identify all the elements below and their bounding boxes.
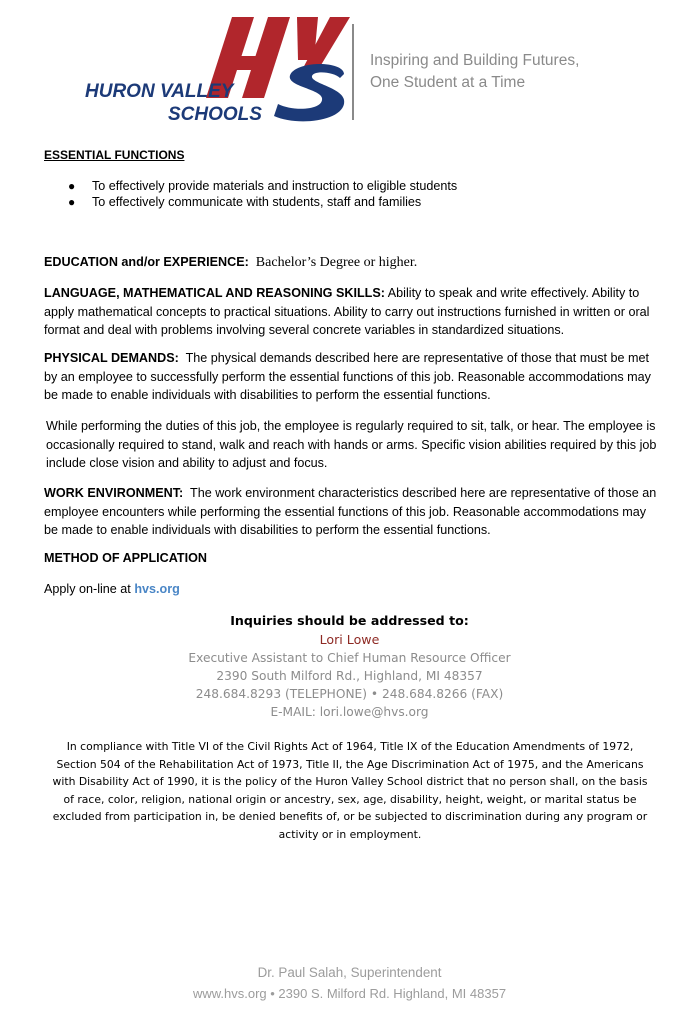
tagline-line-1: Inspiring and Building Futures, bbox=[370, 52, 580, 69]
apply-online-line bbox=[44, 580, 662, 599]
language-skills-section bbox=[44, 284, 662, 340]
physical-demands-duties: While performing the duties of this job, the employee is regularly required to sit, talk, or hear. The employee is occasionally required to stand, walk and reach with hands or arms. Specific vision abilities required by this job include close vision and ability to adjust and focus. bbox=[46, 419, 657, 471]
logo-s-mark bbox=[274, 64, 344, 121]
bullet-icon: ● bbox=[68, 179, 76, 193]
contact-email[interactable]: E-MAIL: lori.lowe@hvs.org bbox=[270, 705, 429, 719]
language-skills-text: Ability to speak and write effectively. Ability to apply mathematical concepts to practical situations. Ability to carry out instructions furnished in written or oral format and deal with problems involving several concrete variables in standardized situations. bbox=[44, 286, 650, 338]
list-item: ● To effectively communicate with students, staff and families bbox=[68, 195, 422, 209]
logo-text-line2: SCHOOLS bbox=[168, 104, 262, 125]
contact-phones: 248.684.8293 (TELEPHONE) • 248.684.8266 (FAX) bbox=[195, 687, 504, 701]
education-value: Bachelor’s Degree or higher. bbox=[255, 255, 418, 270]
huron-valley-schools-logo bbox=[82, 14, 372, 126]
essential-functions-heading: ESSENTIAL FUNCTIONS bbox=[44, 148, 185, 162]
education-label: EDUCATION and/or EXPERIENCE: bbox=[44, 255, 249, 269]
work-environment-section bbox=[44, 484, 662, 540]
tagline bbox=[370, 50, 630, 94]
inquiries-heading: Inquiries should be addressed to: bbox=[230, 613, 469, 628]
footer-superintendent: Dr. Paul Salah, Superintendent bbox=[257, 965, 442, 980]
footer-address: www.hvs.org • 2390 S. Milford Rd. Highland, MI 48357 bbox=[192, 986, 507, 1001]
method-of-application-heading: METHOD OF APPLICATION bbox=[44, 551, 208, 565]
compliance-statement: In compliance with Title VI of the Civil Rights Act of 1964, Title IX of the Education Amendments of 1972, Section 504 of the Rehabilitation Act of 1973, Title II, the Age Discrimination Act of 1975, and the Americans with Disability Act of 1990, it is the policy of the Huron Valley School district that no person shall, on the basis of race, color, religion, national origin or ancestry, sex, age, disability, height, weight, or marital status be excluded from participation in, be denied benefits of, or be subjected to discrimination during any program or activity or in employment. bbox=[52, 740, 648, 841]
work-environment-text: The work environment characteristics described here are representative of those an employee encounters while performing the essential functions of this job. Reasonable accommodations may be made to enable individuals with disabilities to perform the essential functions. bbox=[44, 486, 657, 538]
contact-name: Lori Lowe bbox=[319, 632, 380, 647]
contact-address: 2390 South Milford Rd., Highland, MI 48357 bbox=[216, 669, 483, 683]
contact-title: Executive Assistant to Chief Human Resource Officer bbox=[188, 651, 511, 665]
work-environment-label: WORK ENVIRONMENT: bbox=[44, 486, 184, 500]
list-item: ● To effectively provide materials and instruction to eligible students bbox=[68, 179, 458, 193]
apply-online-link[interactable]: hvs.org bbox=[134, 582, 180, 596]
logo-text-line1: HURON VALLEY bbox=[85, 81, 234, 102]
physical-demands-label: PHYSICAL DEMANDS: bbox=[44, 351, 179, 365]
apply-online-prefix: Apply on-line at bbox=[44, 582, 131, 596]
education-section bbox=[44, 253, 662, 273]
physical-demands-section bbox=[44, 349, 662, 405]
language-skills-label: LANGUAGE, MATHEMATICAL AND REASONING SKILLS: bbox=[44, 286, 385, 300]
tagline-line-2: One Student at a Time bbox=[370, 74, 526, 91]
header-divider bbox=[352, 24, 354, 120]
bullet-icon: ● bbox=[68, 195, 76, 209]
essential-functions-list bbox=[44, 178, 662, 210]
physical-demands-text: The physical demands described here are representative of those that must be met by an employee to successfully perform the essential functions of this job. Reasonable accommodations may be made to enable individuals with disabilities to perform the essential functions. bbox=[44, 351, 651, 403]
